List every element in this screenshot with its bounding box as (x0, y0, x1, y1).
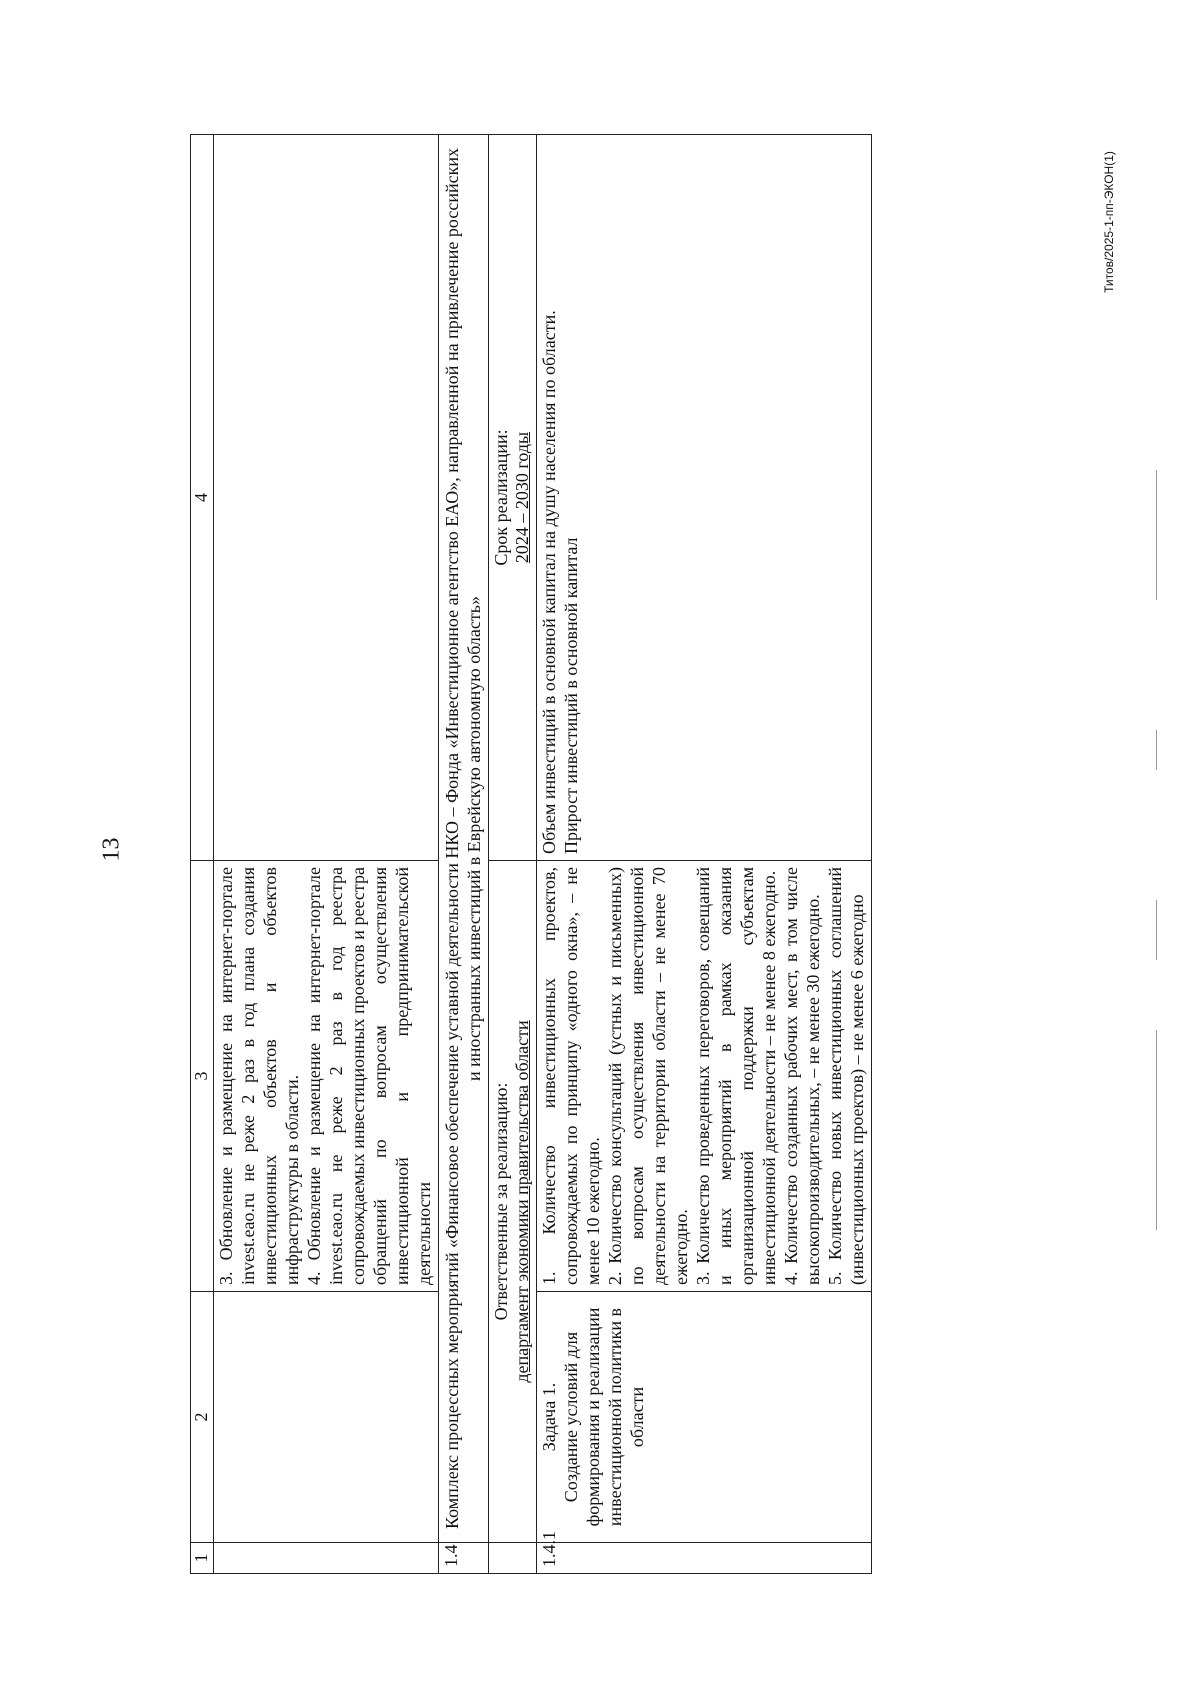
list-item: 4. Обновление и размещение на интернет-портале invest.eao.ru не реже 2 раз в год реестра сопровождаемых инвестиционных проектов и реестра обращений по вопросам осуществления инвестиционной и предпринимательской деятельности (303, 867, 434, 1285)
header-col-3: 3 (191, 861, 214, 1292)
cell-empty (214, 135, 439, 861)
cell-empty (488, 1543, 537, 1574)
result-item: 3. Количество проведенных переговоров, совещаний и иных мероприятий в рамках оказания организационной поддержки субъектам инвестиционной деятельности – не менее 8 ежегодно. (693, 867, 779, 1285)
result-item: 2. Количество консультаций (устных и письменных) по вопросам осуществления инвестиционной деятельности на территории области – не менее 70 ежегодно. (605, 867, 692, 1285)
header-col-2: 2 (191, 1292, 214, 1543)
responsible-row (488, 135, 537, 1574)
table-container (190, 134, 1070, 1574)
list-item: 3. Обновление и размещение на интернет-портале invest.eao.ru не реже 2 раз в год плана создания инвестиционных объектов и объектов инфраструктуры в области. (216, 867, 302, 1285)
task-label: Задача 1. (539, 1382, 560, 1452)
continued-row (214, 135, 439, 1574)
responsible-label: Ответственные за реализацию: (490, 1082, 511, 1321)
section-title: Комплекс процессных мероприятий «Финансовое обеспечение уставной деятельности НКО – Фонда «Инвестиционное агентство ЕАО», направленной на привлечение российских и иностранных инвестиций в Еврейскую автономную область» (438, 135, 488, 1543)
period-value: 2024 – 2030 годы (512, 431, 533, 564)
continued-items-cell (214, 861, 439, 1292)
responsible-cell (488, 861, 537, 1543)
header-col-4: 4 (191, 135, 214, 861)
task-row (537, 135, 871, 1574)
result-item: 4. Количество созданных рабочих мест, в том числе высокопроизводительных, – не менее 30 ежегодно. (780, 867, 823, 1285)
indicator-item: Прирост инвестиций в основной капитал (561, 537, 582, 854)
task-text: Создание условий для формирования и реализации инвестиционной политики в области (561, 1307, 648, 1527)
result-item: 1. Количество инвестиционных проектов, сопровождаемых по принципу «одного окна», – не менее 10 ежегодно. (539, 867, 604, 1285)
section-title-row (438, 135, 488, 1574)
document-code-text: Титов/2025-1-пп-ЭКОН(1) (1102, 151, 1116, 293)
page-number: 13 (98, 837, 125, 862)
period-cell (488, 135, 537, 861)
cell-empty (214, 1292, 439, 1543)
margin-lines (1156, 470, 1158, 1250)
result-item: 5. Количество новых инвестиционных соглашений (инвестиционных проектов) – не менее 6 ежегодно (824, 867, 867, 1285)
responsible-value: департамент экономики правительства области (512, 1020, 533, 1383)
program-table (190, 134, 872, 1574)
task-cell (537, 1292, 871, 1543)
indicator-item: Объем инвестиций в основной капитал на душу населения по области. (539, 310, 560, 854)
task-number: 1.4.1 (537, 1543, 871, 1574)
period-label: Срок реализации: (490, 429, 511, 566)
header-col-1: 1 (191, 1543, 214, 1574)
rotated-table-frame (190, 134, 1070, 1574)
results-cell (537, 861, 871, 1292)
header-row (191, 135, 214, 1574)
cell-empty (214, 1543, 439, 1574)
section-number: 1.4 (438, 1543, 488, 1574)
indicators-cell (537, 135, 871, 861)
